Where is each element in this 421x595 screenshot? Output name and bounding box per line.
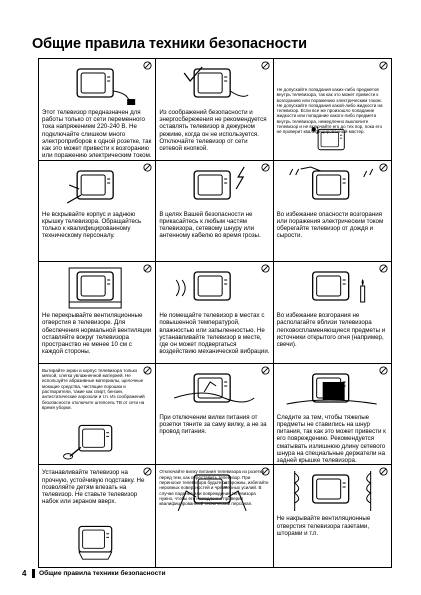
tv-open-icon: [45, 165, 149, 209]
safety-rule-cell: [156, 161, 273, 263]
tv-rain-icon: [280, 165, 385, 209]
safety-rule-cell: [274, 59, 391, 161]
safety-rule-cell: [39, 364, 156, 466]
safety-rule-text: Этот телевизор предназначен для работы только от сети переменного тока напряжением 220-240 В. Не подключайте слишком много электроприборов к одной розетке, так как это может привести к возгоранию или поражению электрическим током.: [42, 109, 152, 160]
safety-rule-cell: [274, 364, 391, 466]
safety-rule-cell: [274, 465, 391, 567]
safety-rule-text: Отключайте вилку питания телевизора из розетки перед тем, как переставить телевизор. При переноске телевизора будьте осторожны, избегайте неровных поверхностей и чрезмерных усилий. В случае падения или повреждения телевизора нужно, чтобы его немедленно проверил квалифицированный технический персонал.: [159, 469, 269, 507]
safety-rule-text: Не вскрывайте корпус и заднюю крышку телевизора. Обращайтесь только к квалифицированному техническому персоналу.: [42, 210, 142, 240]
safety-rule-cell: [274, 262, 391, 364]
safety-rule-text: При отключении вилки питания от розетки тяните за саму вилку, а не за провод питания.: [159, 413, 267, 436]
safety-rule-cell: [39, 465, 156, 567]
safety-rule-cell: [39, 161, 156, 263]
tv-plug-icon: [45, 63, 149, 107]
cord-weight-icon: [280, 368, 385, 412]
footer-bar: [32, 569, 35, 578]
safety-rule-text: Не перекрывайте вентиляционные отверстия в телевизоре. Для обеспечения нормальной вентиляции оставляйте вокруг телевизора пространство не менее 10 см с каждой стороны.: [42, 312, 152, 356]
plug-pull-icon: [162, 368, 266, 412]
safety-rule-cell: [156, 364, 273, 466]
safety-rule-cell: [274, 161, 391, 263]
tv-cleaning-icon: [45, 420, 149, 460]
tv-cabinet-icon: [45, 266, 149, 310]
safety-grid: [38, 58, 392, 568]
safety-rule-text: В целях Вашей безопасности не прикасайтесь к любым частям телевизора, сетевому шнуру или антенному кабелю во время грозы.: [159, 210, 261, 240]
safety-rule-text: Устанавливайте телевизор на прочную, устойчивую подставку. Не позволяйте детям влезать на телевизор. Не ставьте телевизор набок или экраном вверх.: [42, 469, 145, 506]
tv-storm-icon: [162, 165, 266, 209]
safety-rule-text: Не накрывайте вентиляционные отверстия телевизора газетами, шторами и т.п.: [276, 515, 371, 537]
safety-rule-cell: [39, 262, 156, 364]
safety-rule-text: Вытирайте экран и корпус телевизора только мягкой, слегка увлажненной материей. Не используйте абразивные материалы, щелочные моющие средства, чистящие порошки и растворители, такие как спирт, бензин, антистатические аэрозоли и т.п. Из соображений безопасности отключите штепсель ТВ от сети на время уборки.: [42, 367, 145, 410]
safety-rule-text: Не допускайте попадания каких-либо предметов внутрь телевизора, так как это может привести к возгоранию или поражению электрическим током. Не допускайте попадания какой-либо жидкости на телевизор. Если все же произошло попадание жидкости или попадание какого-либо предмета внутрь телевизора, немедленно выключите телевизор и не включайте его до тех пор, пока его не проверит квалифицированный мастер.: [276, 87, 383, 135]
safety-rule-text: Во избежание возгорания не располагайте вблизи телевизора легковоспламеняющиеся предметы и источники открытого огня (например, свечи).: [276, 312, 386, 348]
tv-curtain-icon: [280, 469, 385, 513]
prohibition-icon: [379, 61, 388, 70]
tv-check-icon: [162, 63, 266, 107]
safety-rule-cell: [156, 59, 273, 161]
safety-rule-text: Не помещайте телевизор в местах с повышенной температурой, влажностью или запыленностью. Не устанавливайте телевизор в месте, где он может подвергаться воздействию механической вибрации.: [159, 312, 270, 356]
tv-heat-icon: [162, 266, 266, 310]
tv-candle-icon: [280, 266, 385, 310]
safety-rule-cell: [39, 59, 156, 161]
page-number: 4: [22, 569, 27, 578]
tv-stand-icon: [45, 521, 149, 561]
footer-title: Общие правила техники безопасности: [39, 570, 166, 577]
page-title: Общие правила техники безопасности: [32, 36, 307, 52]
safety-rule-text: Из соображений безопасности и энергосбережения не рекомендуется оставлять телевизор в дежурном режиме, когда он не используется. Отключайте телевизор от сети сетевой кнопкой.: [159, 109, 267, 153]
safety-rule-text: Следите за тем, чтобы тяжелые предметы не ставились на шнур питания, так как это может привести к его повреждению. Рекомендуется сматывать излишнюю длину сетевого шнура на специальные держатели на задней крышке телевизора.: [276, 413, 386, 465]
safety-rule-cell: [156, 465, 273, 567]
safety-rule-cell: [156, 262, 273, 364]
safety-rule-text: Во избежание опасности возгорания или поражения электрическим током оберегайте телевизор от дождя и сырости.: [276, 210, 384, 240]
